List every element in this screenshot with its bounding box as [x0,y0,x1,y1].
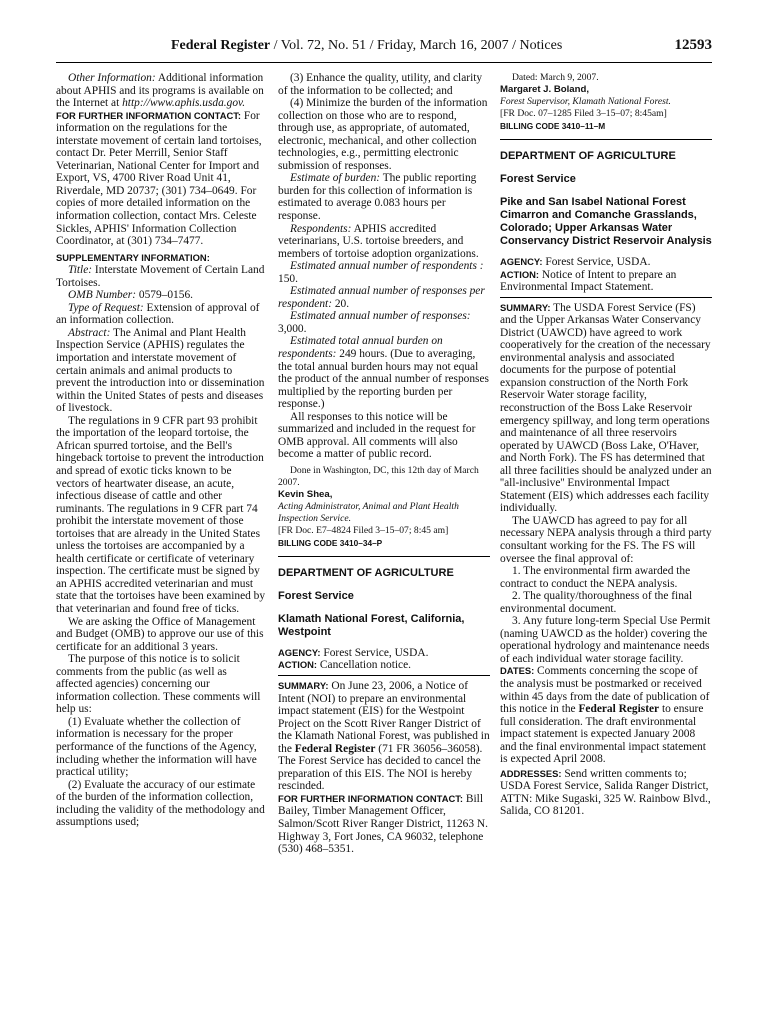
type-of-request: Type of Request: Extension of approval of an information collection. [56,301,260,327]
section-divider [500,139,712,140]
further-info-contact: FOR FURTHER INFORMATION CONTACT: For information on the regulations for the interstate movement of certain land tortoises, contact Dr. Peter Merrill, Senior Staff Veterinarian, National Center for Import and Export, VS, 4700 River Road Unit 41, Riverdale, MD 20737; (301) 734–0649. For copies of more detailed information on the information collection, contact Mrs. Celeste Sickles, APHIS' Information Collection Coordinator, at (301) 734–7477. [56,109,262,248]
addresses: ADDRESSES: Send written comments to; USDA Forest Service, Salida Ranger District, ATTN: Mike Sugaski, 325 W. Rainbow Blvd., Salida, CO 81201. [500,767,711,818]
column-1 [56,72,266,829]
signer-name: Margaret J. Boland, [500,84,590,95]
billing-code: BILLING CODE 3410–34–P [278,538,383,549]
agency-subheading: Forest Service [278,589,354,602]
list-item: 1. The environmental firm awarded the contract to conduct the NEPA analysis. [500,565,691,590]
purpose-paragraph: The purpose of this notice is to solicit comments from the public (as well as affected agencies) concerning our information collection. These comments will help us: [56,653,261,716]
summary: SUMMARY: The USDA Forest Service (FS) and the Upper Arkansas Water Conservancy District (UAWCD) have agreed to work cooperatively for the creation of the necessary environmental analysis and associated documents for the purpose of potential expansion construction of the North Fork Reservoir Water storage facility, reconstruction of the Boss Lake Reservoir emergency spillway, and long term operations and maintenance of all three reservoirs operated by UAWCD (Boss Lake, O'Haver, and North Fork). The FS has determined that all three facilities should be analyzed under an ''all-inclusive'' Environmental Impact Statement (EIS) which addresses each facility individually. [500,301,712,515]
title-line: Title: Interstate Movement of Certain Land Tortoises. [56,264,265,289]
estimate-of-burden: Estimate of burden: The public reporting burden for this collection of information is estimated to average 0.083 hours per response. [278,172,477,223]
list-item: (4) Minimize the burden of the information collection on those who are to respond, through use, as appropriate, of automated, electronic, mechanical, and other collection technologies, e.g., permitting electronic submission of responses. [278,97,488,172]
column-3 [500,72,712,818]
journal-name: Federal Register [171,38,271,53]
omb-paragraph: We are asking the Office of Management and Budget (OMB) to approve our use of this certificate for an additional 3 years. [56,615,264,653]
dated-line: Dated: March 9, 2007. [512,72,599,83]
agency-line: AGENCY: Forest Service, USDA. [278,646,429,659]
agency-line: AGENCY: Forest Service, USDA. [500,255,651,268]
signer-title: Acting Administrator, Animal and Plant Health Inspection Service. [278,501,459,525]
action-line: ACTION: Notice of Intent to prepare an Environmental Impact Statement. [500,268,677,294]
signer-name: Kevin Shea, [278,488,333,500]
page-header [56,37,712,61]
uawcd-paragraph: The UAWCD has agreed to pay for all necessary NEPA analysis through a third party consultant working for the FS. The FS will oversee the final approval of: [500,514,712,565]
supplementary-heading: SUPPLEMENTARY INFORMATION: [56,251,210,263]
all-responses-paragraph: All responses to this notice will be summarized and included in the request for OMB approval. All comments will also become a matter of public record. [278,410,476,461]
total-burden: Estimated total annual burden on respondents: 249 hours. (Due to averaging, the total annual burden hours may not equal the product of the annual number of responses multiplied by the reporting burden per response.) [278,335,489,411]
department-heading: DEPARTMENT OF AGRICULTURE [278,566,454,579]
aphis-url[interactable]: http://www.aphis.usda.gov. [122,97,246,110]
notice-title: Pike and San Isabel National Forest Cimarron and Comanche Grasslands, Colorado; Upper Arkansas Water Conservancy District Reservoir Analysis [500,195,712,247]
column-2 [278,72,490,856]
number-of-respondents: Estimated annual number of respondents : 150. [278,260,484,285]
omb-number: OMB Number: 0579–0156. [68,289,193,302]
agency-subheading: Forest Service [500,172,576,185]
list-item: 3. Any future long-term Special Use Permit (naming UAWCD as the holder) covering the operational hydrology and maintenance needs of each individual water storage facility. [500,615,711,665]
issue-info: / Vol. 72, No. 51 / Friday, March 16, 2007 / Notices [270,38,563,53]
fr-doc-line: [FR Doc. 07–1285 Filed 3–15–07; 8:45am] [500,108,667,120]
regulations-paragraph: The regulations in 9 CFR part 93 prohibit the importation of the leopard tortoise, the African spurred tortoise, and the Bell's hingeback tortoise to prevent the introduction and spread of exotic ticks known to be vectors of heartwater disease, an acute, infectious disease of cattle and other ruminants. The regulations in 9 CFR part 74 prohibit the interstate movement of those tortoises that are already in the United States unless the tortoises are accompanied by a health certificate or certificate of veterinary inspection. The certificate must be signed by an APHIS accredited veterinarian and must state that the tortoises have been examined by that veterinarian and found free of ticks. [56,414,266,615]
billing-code: BILLING CODE 3410–11–M [500,121,606,132]
list-item: (2) Evaluate the accuracy of our estimate of the burden of the information collection, including the validity of the methodology and assumptions used; [56,778,265,829]
page-number: 12593 [674,37,712,53]
summary: SUMMARY: On June 23, 2006, a Notice of Intent (NOI) to prepare an environmental impact statement (EIS) for the Westpoint Project on the Scott River Ranger District of the Klamath National Forest, was published in the Federal Register (71 FR 36056–36058). The Forest Service has decided to cancel the preparation of this EIS. The NOI is hereby rescinded. [278,680,490,793]
notice-title: Klamath National Forest, California, Westpoint [278,612,465,638]
respondents: Respondents: APHIS accredited veterinarians, U.S. tortoise breeders, and members of tortoise adoption organizations. [278,222,479,260]
further-info-contact: FOR FURTHER INFORMATION CONTACT: Bill Bailey, Timber Management Officer, Salmon/Scott River Ranger District, 11263 N. Highway 3, Fort Jones, CA 96032, telephone (530) 468–5351. [278,792,488,856]
section-divider [278,556,490,557]
signer-title: Forest Supervisor, Klamath National Forest. [500,96,671,108]
divider [500,297,712,298]
abstract: Abstract: The Animal and Plant Health Inspection Service (APHIS) regulates the importation and interstate movement of certain animals and animal products to prevent the introduction into or dissemination within the United States of pests and diseases of livestock. [56,326,265,415]
department-heading: DEPARTMENT OF AGRICULTURE [500,149,676,162]
annual-responses: Estimated annual number of responses: 3,000. [278,310,471,335]
fr-doc-line: [FR Doc. E7–4824 Filed 3–15–07; 8:45 am] [278,525,449,537]
list-item: 2. The quality/thoroughness of the final environmental document. [500,590,693,615]
header-title [171,38,562,54]
header-rule [56,62,712,63]
other-information: Other Information: Additional information about APHIS and its programs is available on the Internet at http://www.aphis.usda.gov. [56,72,264,110]
list-item: (3) Enhance the quality, utility, and clarity of the information to be collected; and [278,72,483,97]
dates: DATES: Comments concerning the scope of the analysis must be postmarked or received within 45 days from the date of publication of this notice in the Federal Register to ensure full consideration. The draft environmental impact statement is expected January 2008 and the final environmental impact statement is expected April 2008. [500,665,710,766]
responses-per-respondent: Estimated annual number of responses per respondent: 20. [278,285,485,310]
done-date: Done in Washington, DC, this 12th day of March 2007. [278,464,479,488]
divider [278,675,490,676]
list-item: (1) Evaluate whether the collection of information is necessary for the proper performance of the functions of the Agency, including whether the information will have practical utility; [56,715,257,779]
action-line: ACTION: Cancellation notice. [278,659,412,672]
